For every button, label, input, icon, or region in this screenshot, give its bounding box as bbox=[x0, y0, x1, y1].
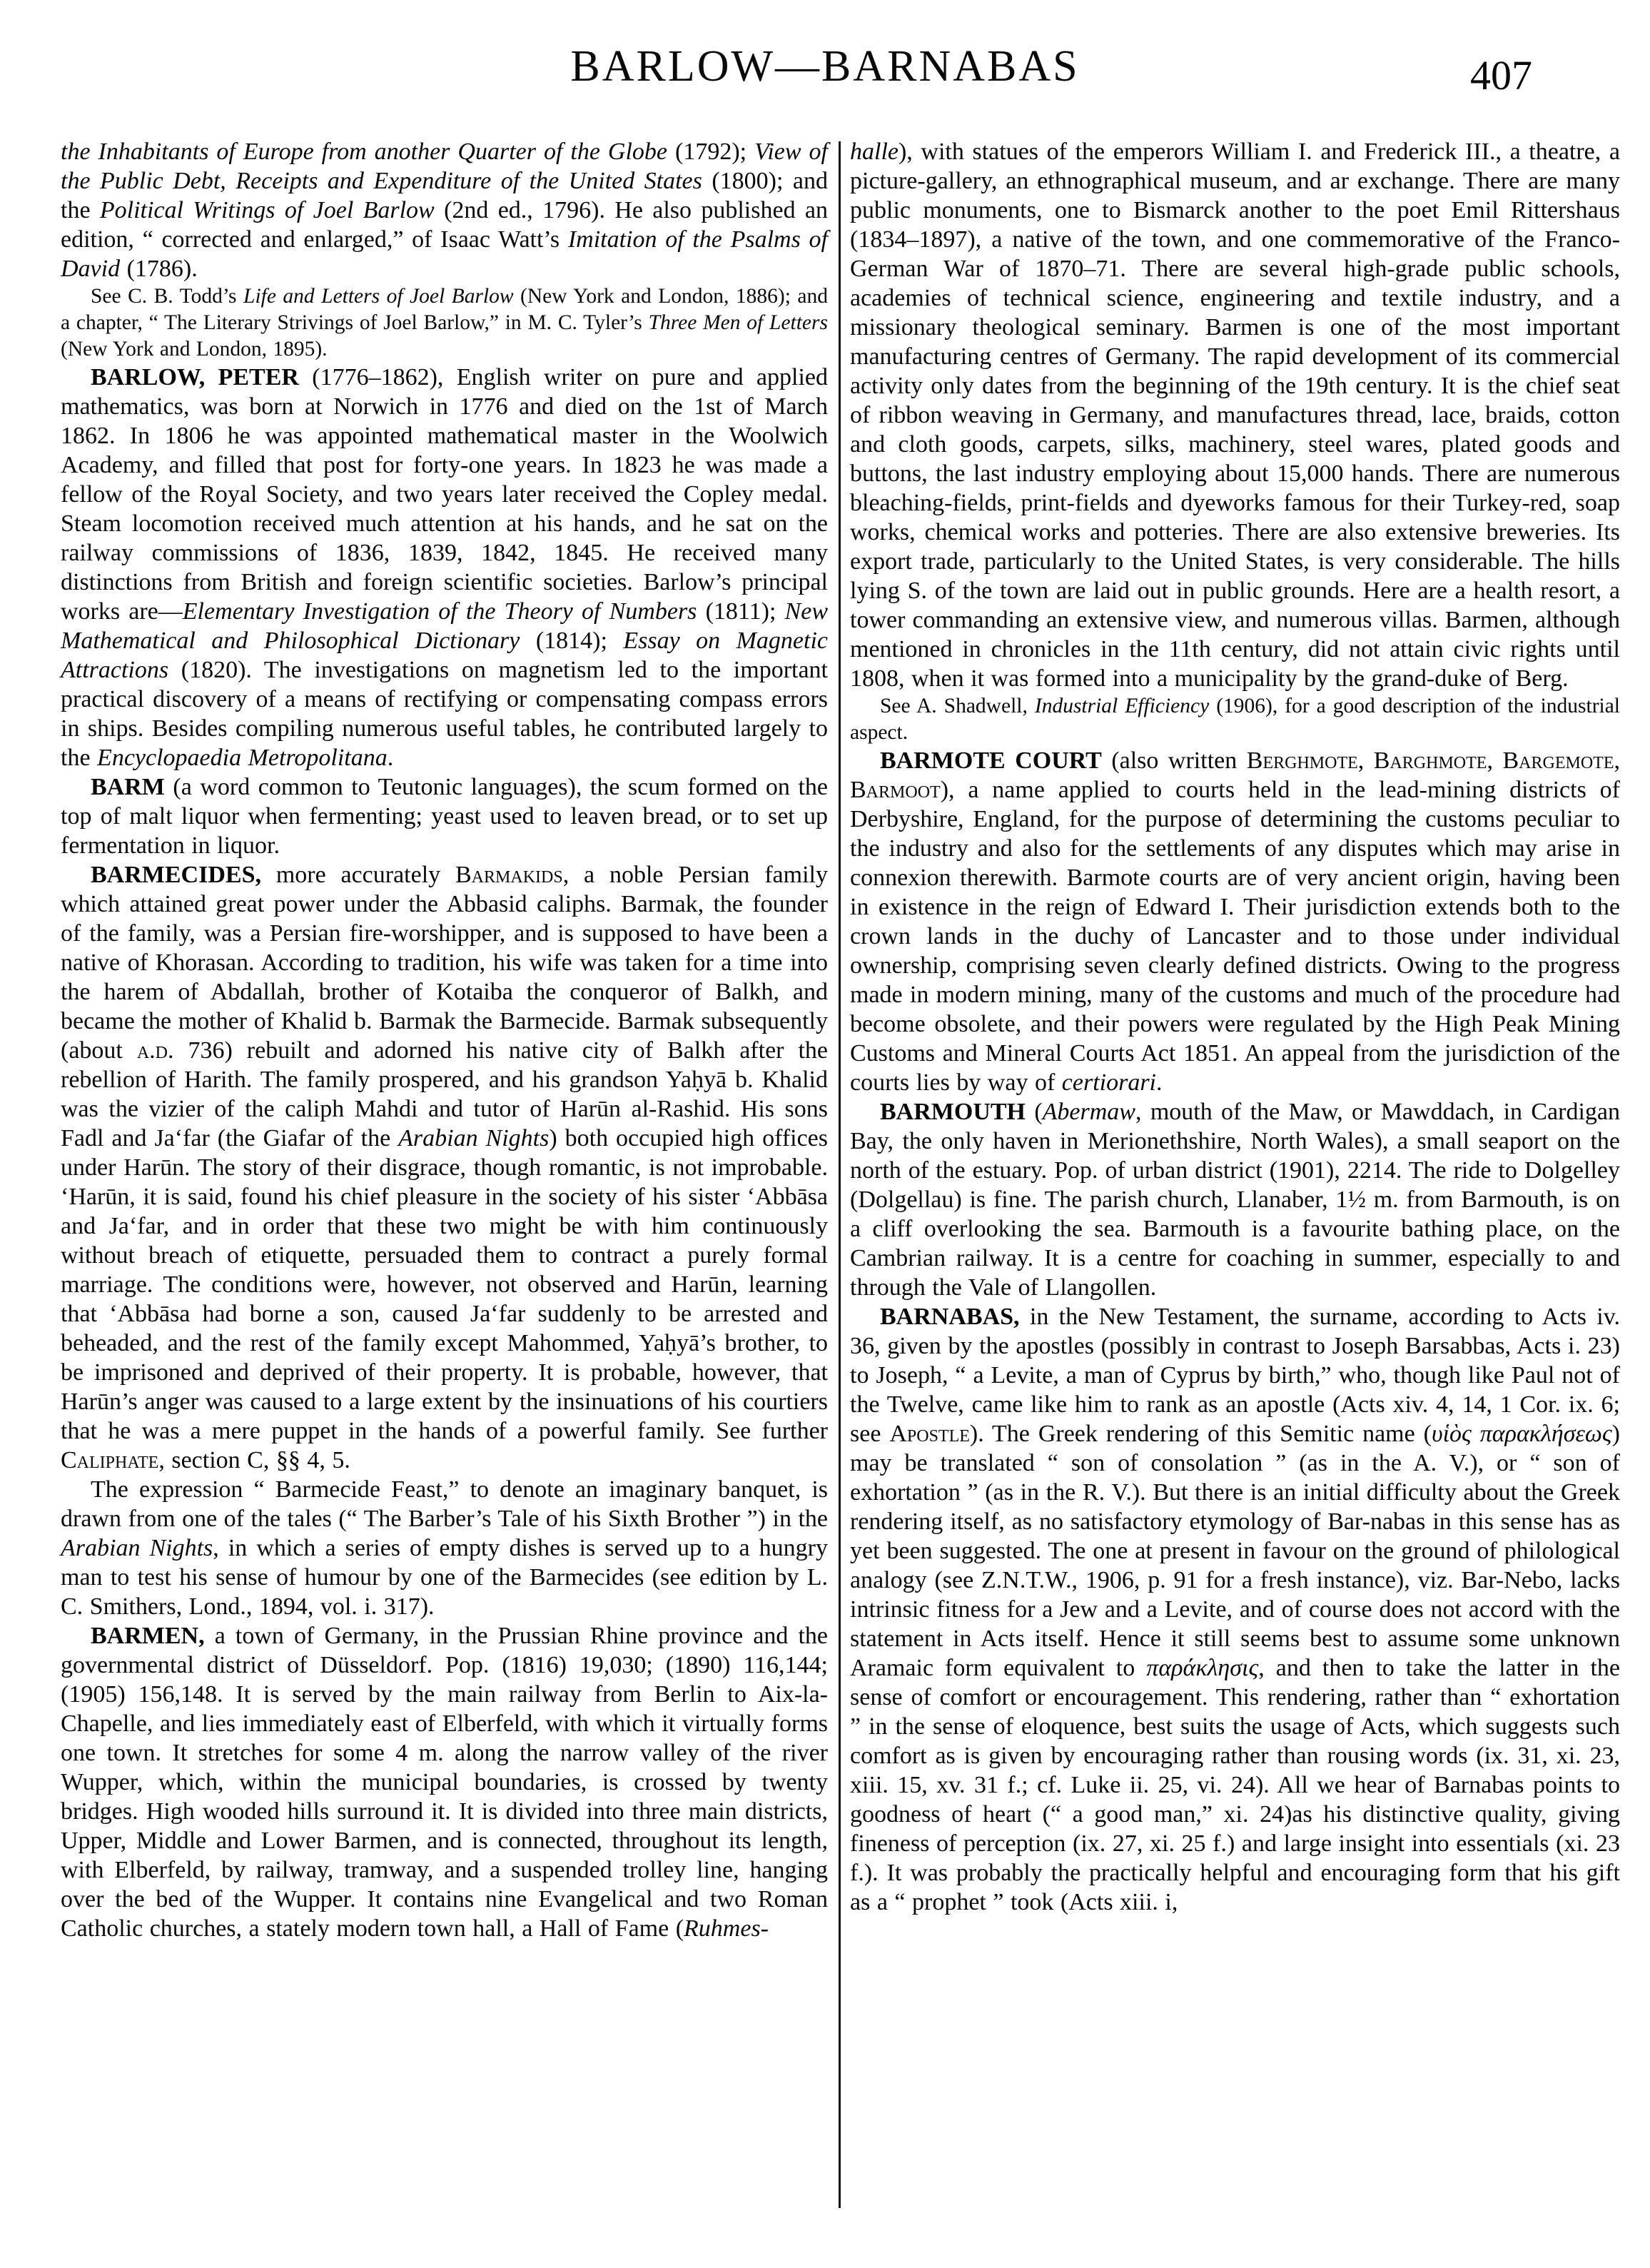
barlow-peter-entry-segment: (1814); bbox=[520, 628, 624, 654]
barlow-peter-entry-segment: . bbox=[387, 745, 394, 771]
barmen-entry-segment: BARMEN, bbox=[91, 1623, 205, 1649]
joel-barlow-bibliography-segment: Three Men of Letters bbox=[648, 311, 828, 334]
joel-barlow-continuation-segment: (1800); and the bbox=[61, 168, 829, 223]
barmouth-entry-segment: BARMOUTH bbox=[880, 1099, 1026, 1125]
barm-entry-segment: (a word common to Teutonic languages), the scum formed on the top of malt liquor when fermenting; yeast used to leaven bread, or to set up fermentation in liquor. bbox=[61, 774, 828, 859]
barmecides-entry-segment: Arabian Nights bbox=[398, 1125, 550, 1151]
barmote-court-entry-segment: . bbox=[1156, 1069, 1163, 1096]
barlow-peter-entry-segment: (1776–1862), English writer on pure and applied mathematics, was born at Norwich in 1776 and died on the 1st of March 1862. In 1806 he was appointed mathematical master in the Woolwich Academy, and filled that post for forty-one years. In 1823 he was made a fellow of the Royal Society, and two years later received the Copley medal. Steam locomotion received much attention at his hands, and he sat on the railway commissions of 1836, 1839, 1842, 1845. He received many distinctions from British and foreign scientific societies. Barlow’s principal works are— bbox=[61, 364, 828, 625]
barmen-entry-segment: a town of Germany, in the Prussian Rhine province and the governmental district of Düsseldorf. Pop. (1816) 19,030; (1890) 116,144; (1905) 156,148. It is served by the main railway from Berlin to Aix-la-Chapelle, and lies immediately east of Elberfeld, with which it virtually forms one town. It stretches for some 4 m. along the narrow valley of the river Wupper, which, within the municipal boundaries, is crossed by twenty bridges. High wooded hills surround it. It is divided into three main districts, Upper, Middle and Lower Barmen, and is connected, throughout its length, with Elberfeld, by railway, tramway, and a suspended trolley line, hanging over the bed of the Wupper. It contains nine Evangelical and two Roman Catholic churches, a stately modern town hall, a Hall of Fame ( bbox=[61, 1623, 828, 1942]
joel-barlow-bibliography-segment: (New York and London, 1886); and a chapter, “ The Literary Strivings of Joel Barlow,” in M. C. Tyler’s bbox=[61, 285, 828, 334]
joel-barlow-continuation-segment: the Inhabitants of Europe from another Quarter of the Globe bbox=[61, 138, 668, 165]
barmote-court-entry-segment: BARMOTE COURT bbox=[880, 747, 1102, 774]
joel-barlow-continuation-segment: Imitation of the Psalms of David bbox=[61, 226, 828, 282]
barmecide-feast-paragraph-segment: Arabian Nights bbox=[61, 1535, 213, 1561]
barmen-entry bbox=[61, 1621, 828, 1943]
barnabas-entry-segment: in the New Testament, the surname, according to Acts iv. 36, given by the apostles (possibly in contrast to Joseph Barsabbas, Acts i. 23) to Joseph, “ a Levite, a man of Cyprus by birth,” who, though like Paul not of the Twelve, came like him to rank as an apostle (Acts xiv. 4, 14, 1 Cor. ix. 6; see bbox=[850, 1304, 1620, 1447]
barnabas-entry-segment: υἱὸς παρακλήσεως bbox=[1431, 1421, 1612, 1447]
joel-barlow-continuation-segment: (1792); bbox=[667, 138, 755, 165]
barmen-bibliography-segment: Industrial Efficiency bbox=[1034, 695, 1210, 717]
barmecides-entry-segment: more accurately bbox=[260, 862, 455, 888]
joel-barlow-bibliography-segment: Life and Letters of Joel Barlow bbox=[243, 285, 514, 308]
barmote-court-entry-segment: (also written bbox=[1101, 747, 1247, 774]
joel-barlow-continuation-segment: (2nd ed., 1796). He also published an edition, “ corrected and enlarged,” of Isaac Watt’s bbox=[61, 197, 828, 253]
barmecides-entry-segment: Caliphate bbox=[61, 1447, 159, 1473]
barmecides-entry bbox=[61, 860, 828, 1475]
barm-entry bbox=[61, 772, 828, 860]
barmen-continuation-segment: ), with statues of the emperors William I. and Frederick III., a theatre, a picture-gallery, an ethnographical museum, and ar exchange. There are many public monuments, one to Bismarck another to the poet Emil Rittershaus (1834–1897), a native of the town, and one commemorative of the Franco-German War of 1870–71. There are several high-grade public schools, academies of technical science, engineering and textile industry, and a missionary theological seminary. Barmen is one of the most important manufacturing centres of Germany. The rapid development of its commercial activity only dates from the beginning of the 19th century. It is the chief seat of ribbon weaving in Germany, and manufactures thread, lace, braids, cotton and cloth goods, carpets, silks, machinery, steel wares, plated goods and buttons, the last industry employing about 15,000 hands. There are numerous bleaching-fields, print-fields and dyeworks famous for their Turkey-red, soap works, chemical works and potteries. There are also extensive breweries. Its export trade, particularly to the United States, is very considerable. The hills lying S. of the town are laid out in public grounds. Here are a health resort, a tower commanding an extensive view, and numerous villas. Barmen, although mentioned in chronicles in the 11th century, did not attain civic rights until 1808, when it was formed into a municipality by the grand-duke of Berg. bbox=[850, 138, 1620, 692]
barnabas-entry-segment: παράκλησις bbox=[1146, 1655, 1259, 1681]
barmouth-entry bbox=[850, 1097, 1620, 1302]
column-right bbox=[850, 137, 1620, 1917]
barnabas-entry-segment: ). The Greek rendering of this Semitic name ( bbox=[969, 1421, 1432, 1447]
barlow-peter-entry bbox=[61, 363, 828, 772]
column-left bbox=[61, 137, 828, 1943]
barlow-peter-entry-segment: New Mathematical and Philosophical Dictionary bbox=[61, 598, 828, 654]
joel-barlow-continuation bbox=[61, 137, 828, 283]
barm-entry-segment: BARM bbox=[91, 774, 165, 800]
joel-barlow-continuation-segment: Political Writings of Joel Barlow bbox=[99, 197, 435, 223]
barmecides-entry-segment: BARMECIDES, bbox=[91, 862, 261, 888]
barlow-peter-entry-segment: (1811); bbox=[697, 598, 785, 625]
barnabas-entry-segment: Apostle bbox=[889, 1421, 970, 1447]
barmecides-entry-segment: , a noble Persian family which attained great power under the Abbasid caliphs. Barmak, the founder of the family, was a Persian fire-worshipper, and is supposed to have been a native of Khorasan. According to tradition, his wife was taken for a time into the harem of Abdallah, brother of Kotaiba the conqueror of Balkh, and became the mother of Khalid b. Barmak the Barmecide. Barmak subsequently (about bbox=[61, 862, 828, 1064]
barmecides-entry-segment: 736) rebuilt and adorned his native city of Balkh after the rebellion of Harith. The family prospered, and his grandson Yaḥyā b. Khalid was the vizier of the caliph Mahdi and tutor of Harūn al-Rashid. His sons Fadl and Ja‘far (the Giafar of the bbox=[61, 1037, 828, 1151]
joel-barlow-continuation-segment: View of the Public Debt, Receipts and Expenditure of the United States bbox=[61, 138, 828, 194]
barnabas-entry-segment: , and then to take the latter in the sense of comfort or encouragement. This rendering, rather than “ exhortation ” in the sense of eloquence, best suits the usage of Acts, which suggests such comfort as is given by encouraging rather than rousing words (ix. 31, xi. 23, xiii. 15, xv. 31 f.; cf. Luke ii. 25, vi. 24). All we hear of Barnabas points to goodness of heart (“ a good man,” xi. 24)as his distinctive quality, giving fineness of perception (ix. 27, xi. 25 f.) and large insight into essentials (xi. 23 f.). It was probably the practically helpful and encouraging form that his gift as a “ prophet ” took (Acts xiii. i, bbox=[850, 1655, 1620, 1915]
barnabas-entry-segment: ) may be translated “ son of consolation ” (as in the A. V.), or “ son of exhortation ” (as in the R. V.). But there is an initial difficulty about the Greek rendering itself, as no satisfactory etymology of Bar-nabas in this sense has as yet been suggested. The one at present in favour on the ground of philological analogy (see Z.N.T.W., 1906, p. 91 for a fresh instance), viz. Bar-Nebo, lacks intrinsic fitness for a Jew and a Levite, and of course does not accord with the statement in Acts itself. Hence it still seems best to assume some unknown Aramaic form equivalent to bbox=[850, 1421, 1620, 1681]
joel-barlow-bibliography-segment: (New York and London, 1895). bbox=[61, 338, 328, 361]
barmouth-entry-segment: ( bbox=[1026, 1099, 1043, 1125]
barlow-peter-entry-segment: Encyclopaedia Metropolitana bbox=[97, 745, 388, 771]
barmecides-entry-segment: , section C, §§ 4, 5. bbox=[158, 1447, 350, 1473]
barmouth-entry-segment: Abermaw bbox=[1042, 1099, 1135, 1125]
barmote-court-entry-segment: ), a name applied to courts held in the lead-mining districts of Derbyshire, England, for the purpose of determining the customs peculiar to the industry and also for the settlements of any disputes which may arise in connexion therewith. Barmote courts are of very ancient origin, having been in existence in the reign of Edward I. Their jurisdiction extends both to the crown lands in the duchy of Lancaster and to those under individual ownership, comprising seven clearly defined districts. Owing to the progress made in modern mining, many of the customs and much of the procedure had become obsolete, and their powers were regulated by the High Peak Mining Customs and Mineral Courts Act 1851. An appeal from the jurisdiction of the courts lies by way of bbox=[850, 777, 1620, 1096]
joel-barlow-bibliography-segment: See C. B. Todd’s bbox=[91, 285, 244, 308]
barmecide-feast-paragraph-segment: , in which a series of empty dishes is served up to a hungry man to test his sense of humour by one of the Barmecides (see edition by L. C. Smithers, Lond., 1894, vol. i. 317). bbox=[61, 1535, 828, 1620]
barmote-court-entry-segment: certiorari bbox=[1061, 1069, 1156, 1096]
barmecides-entry-segment: ) both occupied high offices under Harūn. The story of their disgrace, though romantic, is not improbable. ‘Harūn, it is said, found his chief pleasure in the society of his sister ‘Abbāsa and Ja‘far, and in order that these two might be with him continuously without breach of etiquette, persuaded them to contract a purely formal marriage. The conditions were, however, not observed and Harūn, learning that ‘Abbāsa had borne a son, caused Ja‘far suddenly to be arrested and beheaded, and the rest of the family except Mahommed, Yaḥyā’s brother, to be imprisoned and deprived of their property. It is probable, however, that Harūn’s anger was caused to a large extent by the insinuations of his courtiers that he was a mere puppet in the hands of a powerful family. See further bbox=[61, 1125, 829, 1444]
barmen-continuation bbox=[850, 137, 1620, 693]
barmouth-entry-segment: , mouth of the Maw, or Mawddach, in Cardigan Bay, the only haven in Merionethshire, North Wales), a small seaport on the north of the estuary. Pop. of urban district (1901), 2214. The ride to Dolgelley (Dolgellau) is fine. The parish church, Llanaber, 1½ m. from Barmouth, is on a cliff overlooking the sea. Barmouth is a favourite bathing place, on the Cambrian railway. It is a centre for coaching in summer, especially to and through the Vale of Llangollen. bbox=[850, 1099, 1620, 1301]
barmecide-feast-paragraph bbox=[61, 1475, 828, 1621]
barmen-entry-segment: Ruhmes- bbox=[684, 1915, 769, 1942]
text-block bbox=[61, 137, 1620, 2208]
barmen-bibliography-segment: (1906), for a good description of the industrial aspect. bbox=[850, 695, 1620, 744]
barnabas-entry-segment: BARNABAS, bbox=[880, 1304, 1020, 1330]
page-number: 407 bbox=[1470, 52, 1532, 99]
barlow-peter-entry-segment: Essay on Magnetic Attractions bbox=[61, 628, 829, 683]
page-title: BARLOW—BARNABAS bbox=[570, 42, 1080, 91]
barlow-peter-entry-segment: Elementary Investigation of the Theory of Numbers bbox=[182, 598, 697, 625]
barmen-bibliography bbox=[850, 693, 1620, 746]
barmen-bibliography-segment: See A. Shadwell, bbox=[880, 695, 1035, 717]
barlow-peter-entry-segment: (1820). The investigations on magnetism led to the important practical discovery of a means of rectifying or compensating compass errors in ships. Besides compiling numerous useful tables, he contributed largely to the bbox=[61, 657, 828, 771]
barlow-peter-entry-segment: BARLOW, PETER bbox=[91, 364, 299, 390]
column-divider-rule bbox=[839, 141, 841, 2208]
joel-barlow-bibliography bbox=[61, 283, 828, 363]
joel-barlow-continuation-segment: (1786). bbox=[120, 256, 198, 282]
barnabas-entry bbox=[850, 1302, 1620, 1917]
barmecides-entry-segment: Barmakids bbox=[455, 862, 563, 888]
barmecides-entry-segment: a.d. bbox=[136, 1037, 174, 1064]
barmote-court-entry bbox=[850, 746, 1620, 1097]
barmecide-feast-paragraph-segment: The expression “ Barmecide Feast,” to denote an imaginary banquet, is drawn from one of the tales (“ The Barber’s Tale of his Sixth Brother ”) in the bbox=[61, 1476, 828, 1532]
barmen-continuation-segment: halle bbox=[850, 138, 899, 165]
barmote-court-entry-segment: Berghmote, Barghmote, Bargemote, Barmoot bbox=[850, 747, 1620, 803]
